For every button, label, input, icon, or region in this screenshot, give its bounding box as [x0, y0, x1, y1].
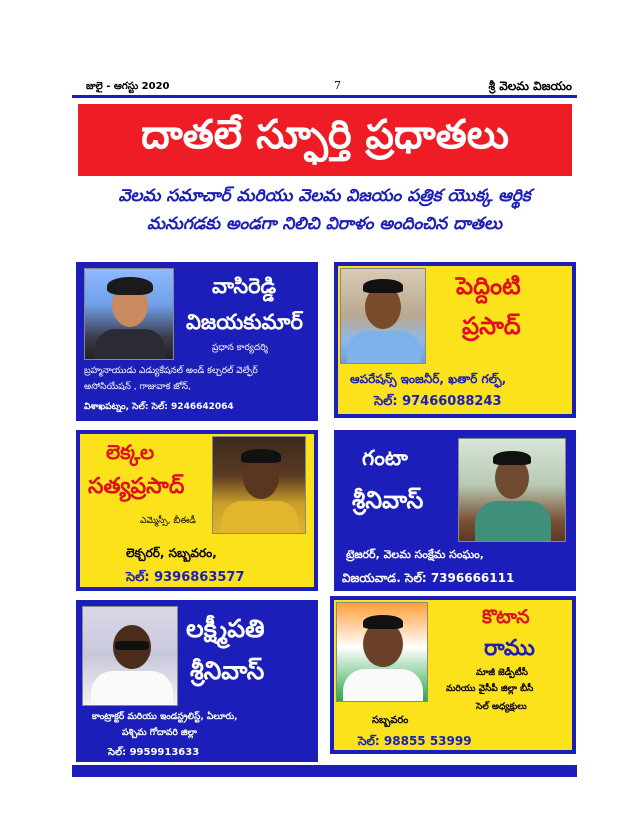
- donor-1-address-line2: అసోసియేషన్ , గాజువాక జోన్,: [84, 382, 191, 392]
- donor-4-designation: ట్రెజరర్, వెలమ సంక్షేమ సంఘం,: [346, 548, 484, 561]
- donor-2-occupation: ఆపరేషన్స్ ఇంజనీర్, ఖతార్ గల్ఫ్,: [350, 372, 507, 386]
- donor-photo-1: [84, 268, 174, 360]
- donor-2-name-line2: ప్రసాద్: [462, 312, 521, 340]
- donor-4-contact: విజయవాడ. సెల్: 7396666111: [342, 571, 515, 585]
- donor-6-phone: సెల్: 98855 53999: [358, 734, 472, 748]
- magazine-name: శ్రీ వెలమ విజయం: [488, 79, 572, 93]
- donor-6-designation-line1: మాజీ జెడ్పీటీసీ: [476, 668, 528, 678]
- issue-date: జులై - ఆగస్టు 2020: [86, 81, 170, 92]
- donor-1-contact: విశాఖపట్నం, సెల్: సెల్: 9246642064: [84, 402, 234, 412]
- subtitle-line1: వెలమ సమాచార్ మరియు వెలమ విజయం పత్రిక యొక్క ఆర్థిక: [118, 186, 531, 206]
- donor-3-name-line2: సత్యప్రసాద్: [88, 474, 185, 499]
- donor-3-name-line1: లెక్కల: [106, 440, 155, 464]
- donor-photo-4: [458, 438, 566, 542]
- donor-6-designation-line3: సెల్ అధ్యక్షులు: [476, 702, 527, 712]
- donor-photo-2: [340, 268, 426, 364]
- donor-5-occupation: కాంట్రాక్టర్ మరియు ఇండస్ట్రలిస్ట్, ఏలూరు,: [92, 712, 238, 722]
- donor-photo-6: [336, 602, 428, 702]
- donor-3-occupation: లెక్చరర్, సబ్బవరం,: [126, 546, 217, 560]
- subtitle-line2: మనుగడకు అండగా నిలిచి విరాళం అందించిన దాతలు: [147, 214, 502, 234]
- donor-5-name-line2: శ్రీనివాస్: [190, 656, 265, 685]
- donor-5-name-line1: లక్ష్మీపతి: [186, 614, 265, 643]
- donor-1-address-line1: బ్రహ్మనాయుడు ఎడ్యుకేషనల్ అండ్ కల్చరల్ వెల్ఫేర్: [84, 366, 258, 376]
- header-rule: [72, 95, 577, 98]
- donor-6-designation-line2: మరియు వైసీపీ జిల్లా బీసీ: [446, 684, 534, 694]
- donor-photo-5: [82, 606, 178, 706]
- donor-1-name-line2: విజయకుమార్: [186, 310, 303, 334]
- page-title: దాతలే స్ఫూర్తి ప్రధాతలు: [78, 104, 572, 176]
- footer-bar: [72, 765, 577, 777]
- donor-5-phone: సెల్: 9959913633: [108, 747, 200, 758]
- donor-4-name-line2: శ్రీనివాస్: [352, 486, 424, 514]
- donor-5-district: పశ్చిమ గోదావరి జిల్లా: [122, 728, 197, 738]
- donor-2-name-line1: పెద్దింటి: [456, 272, 521, 300]
- donor-6-name-line1: కొటాన: [482, 606, 530, 628]
- donor-6-place: సబ్బవరం: [372, 715, 409, 726]
- donor-photo-3: [212, 436, 306, 534]
- donor-1-name-line1: వాసిరెడ్డి: [212, 274, 277, 298]
- page-number: 7: [334, 79, 341, 92]
- donor-3-phone: సెల్: 9396863577: [126, 570, 245, 585]
- donor-1-role: ప్రధాన కార్యదర్శి: [212, 343, 269, 353]
- donor-2-phone: సెల్: 97466088243: [374, 394, 502, 409]
- donor-6-name-line2: రాము: [484, 636, 535, 661]
- donor-3-qualification: ఎమ్మెస్సీ, బీఈడీ: [140, 516, 196, 526]
- donor-4-name-line1: గంటా: [362, 446, 408, 470]
